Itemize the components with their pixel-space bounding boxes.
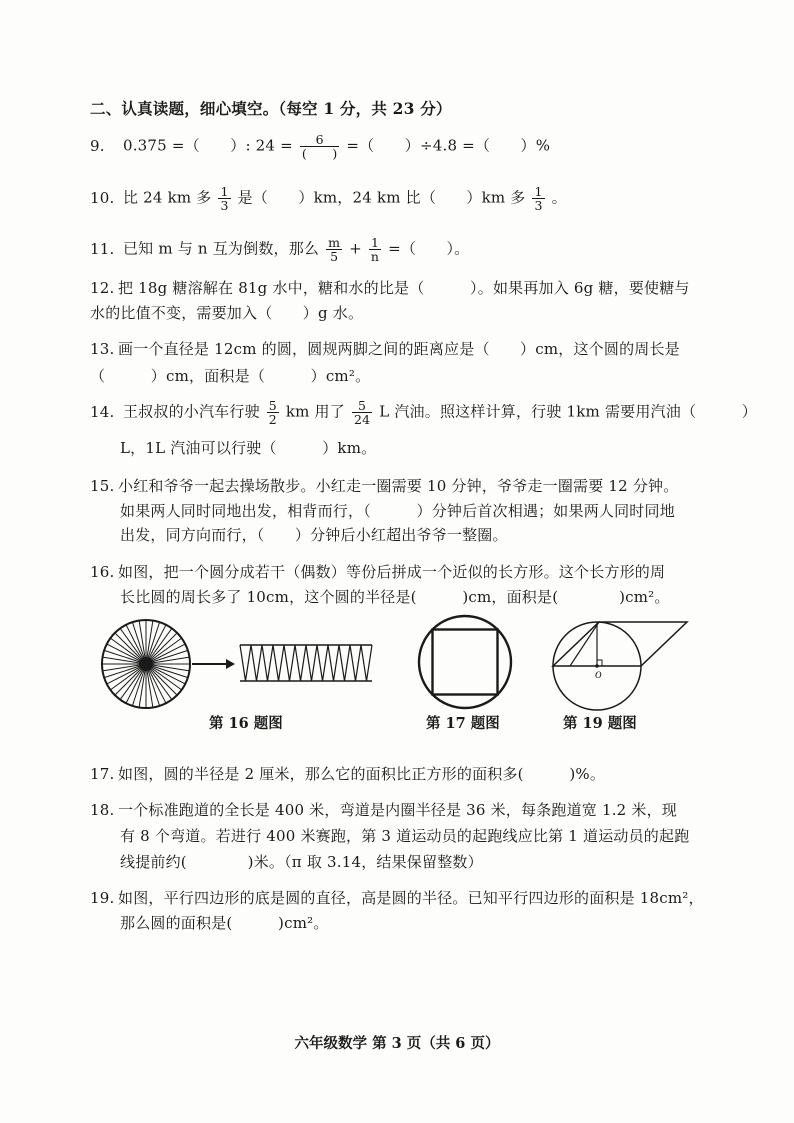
q12-line-2: 水的比值不变，需要加入（ ）g 水。 bbox=[90, 304, 364, 322]
q9-text-a: 0.375 =（ ）: 24 = bbox=[122, 136, 293, 155]
q14-text-a: 王叔叔的小汽车行驶 bbox=[122, 402, 260, 421]
q15-line-1: 小红和爷爷一起去操场散步。小红走一圈需要 10 分钟，爷爷走一圈需要 12 分钟。 bbox=[118, 477, 679, 495]
question-number: 9. bbox=[90, 136, 105, 155]
figure-16-rectangle bbox=[238, 642, 374, 684]
question-15 bbox=[90, 475, 678, 497]
question-number: 13. bbox=[90, 340, 115, 358]
q13-line-1: 画一个直径是 12cm 的圆，圆规两脚之间的距离应是（ ）cm，这个圆的周长是 bbox=[118, 340, 680, 358]
question-number: 12. bbox=[90, 279, 115, 297]
q18-line-2: 有 8 个弯道。若进行 400 米赛跑，第 3 道运动员的起跑线应比第 1 道运动员的起跑 bbox=[120, 827, 690, 845]
figure-16-circle bbox=[100, 618, 192, 710]
question-12 bbox=[90, 277, 690, 299]
question-17 bbox=[90, 763, 605, 785]
q16-line-1: 如图，把一个圆分成若干（偶数）等份后拼成一个近似的长方形。这个长方形的周 bbox=[118, 563, 666, 581]
q11-fraction-2: $\frac{1}{n}$ bbox=[370, 235, 380, 264]
q10-fraction-1: $\frac{1}{3}$ bbox=[220, 184, 229, 213]
q14-text-c: L 汽油。照这样计算，行驶 1km 需要用汽油（ ） bbox=[379, 402, 757, 421]
q19-line-2: 那么圆的面积是( )cm²。 bbox=[120, 914, 329, 932]
figure-17-circle-square bbox=[415, 612, 515, 712]
question-number: 18. bbox=[90, 801, 115, 819]
question-11 bbox=[90, 236, 469, 263]
q9-text-b: =（ ）÷4.8 =（ ）% bbox=[346, 136, 551, 155]
question-number: 16. bbox=[90, 563, 115, 581]
figure-19-circle-parallelogram bbox=[550, 610, 700, 714]
question-10 bbox=[90, 185, 567, 212]
question-number: 19. bbox=[90, 889, 115, 907]
q11-plus: + bbox=[349, 239, 362, 258]
question-number: 10. bbox=[90, 188, 115, 207]
q17-line-1: 如图，圆的半径是 2 厘米，那么它的面积比正方形的面积多( )%。 bbox=[118, 765, 606, 783]
q16-line-2: 长比圆的周长多了 10cm，这个圆的半径是( )cm，面积是( )cm²。 bbox=[120, 588, 670, 606]
q11-text-a: 已知 m 与 n 互为倒数，那么 bbox=[122, 239, 320, 258]
q18-line-3: 线提前约( )米。（π 取 3.14，结果保留整数） bbox=[120, 853, 483, 871]
q14-fraction-1: $\frac{5}{2}$ bbox=[268, 398, 277, 427]
figure-17-caption: 第 17 题图 bbox=[426, 715, 500, 732]
question-number: 14. bbox=[90, 402, 115, 421]
question-number: 17. bbox=[90, 765, 115, 783]
question-number: 15. bbox=[90, 477, 115, 495]
q19-line-1: 如图，平行四边形的底是圆的直径，高是圆的半径。已知平行四边形的面积是 18cm²， bbox=[118, 889, 704, 907]
q11-text-b: =（ ）。 bbox=[388, 239, 470, 258]
q14-line-2: L，1L 汽油可以行驶（ ）km。 bbox=[120, 439, 377, 457]
q10-text-a: 比 24 km 多 bbox=[122, 188, 212, 207]
q10-fraction-2: $\frac{1}{3}$ bbox=[534, 184, 543, 213]
q12-line-1: 把 18g 糖溶解在 81g 水中，糖和水的比是（ ）。如果再加入 6g 糖，要使糖与 bbox=[118, 279, 690, 297]
center-label: O bbox=[595, 670, 602, 680]
q14-fraction-2: $\frac{5}{24}$ bbox=[353, 398, 371, 427]
question-14 bbox=[90, 399, 757, 426]
q10-text-c: 。 bbox=[551, 188, 567, 207]
q15-line-2: 如果两人同时同地出发，相背而行，（ ）分钟后首次相遇；如果两人同时同地 bbox=[120, 502, 675, 520]
q9-fraction: $\frac{6}{( )}$ bbox=[301, 132, 338, 161]
question-19 bbox=[90, 887, 704, 909]
q13-line-2: （ ）cm，面积是（ ）cm²。 bbox=[90, 367, 371, 385]
section-title: 二、认真读题，细心填空。（每空 1 分，共 23 分） bbox=[90, 99, 452, 118]
q10-text-b: 是（ ）km，24 km 比（ ）km 多 bbox=[237, 188, 526, 207]
question-13 bbox=[90, 338, 680, 360]
figure-19-caption: 第 19 题图 bbox=[563, 715, 637, 732]
question-18 bbox=[90, 799, 677, 821]
question-number: 11. bbox=[90, 239, 115, 258]
q14-text-b: km 用了 bbox=[285, 402, 345, 421]
question-9 bbox=[90, 133, 550, 160]
q15-line-3: 出发，同方向而行，（ ）分钟后小红超出爷爷一整圈。 bbox=[120, 526, 508, 544]
figure-16-caption: 第 16 题图 bbox=[209, 715, 283, 732]
q18-line-1: 一个标准跑道的全长是 400 米，弯道是内圈半径是 36 米，每条跑道宽 1.2 米，现 bbox=[118, 801, 677, 819]
arrow-icon bbox=[190, 656, 236, 672]
question-16 bbox=[90, 561, 665, 583]
q11-fraction-1: $\frac{m}{5}$ bbox=[328, 235, 341, 264]
page-footer: 六年级数学 第 3 页（共 6 页） bbox=[294, 1035, 500, 1052]
